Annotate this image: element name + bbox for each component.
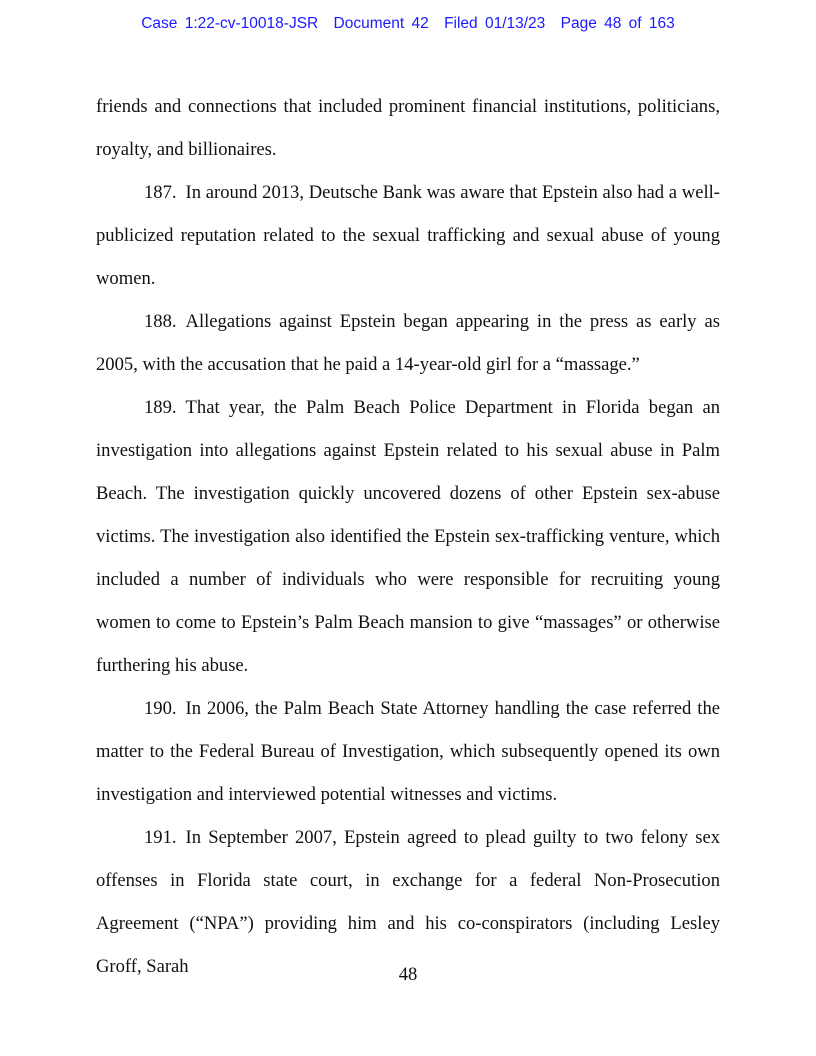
paragraph-continued xyxy=(96,85,720,171)
page-number-footer: 48 xyxy=(398,964,418,985)
paragraph-number: 188. xyxy=(144,311,177,332)
paragraph-number: 189. xyxy=(144,397,177,418)
paragraph-number: 190. xyxy=(144,698,177,719)
paragraph-number: 191. xyxy=(144,827,177,848)
filed-date: Filed 01/13/23 xyxy=(444,15,546,32)
paragraph-190 xyxy=(96,687,720,816)
paragraph-text: In 2006, the Palm Beach State Attorney handling the case referred the matter to the Federal Bureau of Investigation, which subsequently opened its own investigation and interviewed potential witnesses and victims. xyxy=(96,698,720,805)
page-indicator: Page 48 of 163 xyxy=(560,15,675,32)
paragraph-text: In September 2007, Epstein agreed to plead guilty to two felony sex offenses in Florida state court, in exchange for a federal Non-Prosecution Agreement (“NPA”) providing him and his co-conspirators (including Lesley Groff, Sarah xyxy=(96,827,720,977)
paragraph-text: Allegations against Epstein began appearing in the press as early as 2005, with the accusation that he paid a 14-year-old girl for a “massage.” xyxy=(96,311,720,375)
case-number: Case 1:22-cv-10018-JSR xyxy=(141,15,319,32)
paragraph-text: friends and connections that included prominent financial institutions, politicians, royalty, and billionaires. xyxy=(96,96,720,160)
case-header xyxy=(0,15,816,33)
paragraph-text: That year, the Palm Beach Police Department in Florida began an investigation into allegations against Epstein related to his sexual abuse in Palm Beach. The investigation quickly uncovered dozens of other Epstein sex-abuse victims. The investigation also identified the Epstein sex-trafficking venture, which included a number of individuals who were responsible for recruiting young women to come to Epstein’s Palm Beach mansion to give “massages” or otherwise furthering his abuse. xyxy=(96,397,720,676)
paragraph-number: 187. xyxy=(144,182,177,203)
paragraph-188 xyxy=(96,300,720,386)
paragraph-187 xyxy=(96,171,720,300)
document-body xyxy=(96,85,720,988)
document-number: Document 42 xyxy=(333,15,429,32)
paragraph-text: In around 2013, Deutsche Bank was aware that Epstein also had a well-publicized reputation related to the sexual trafficking and sexual abuse of young women. xyxy=(96,182,720,289)
paragraph-189 xyxy=(96,386,720,687)
paragraph-191 xyxy=(96,816,720,988)
